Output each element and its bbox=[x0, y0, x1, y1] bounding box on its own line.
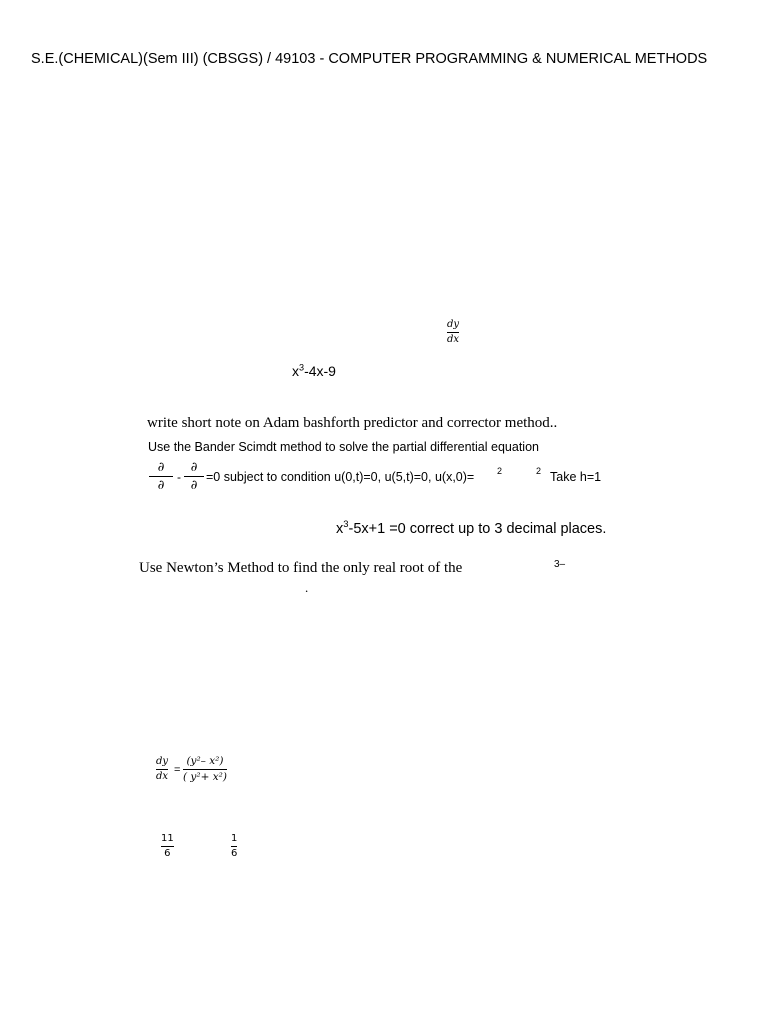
poly-base: x bbox=[336, 521, 344, 537]
fraction-numerator: 1 bbox=[231, 833, 238, 844]
boundary-condition: =0 subject to condition u(0,t)=0, u(5,t)=0, u(x,0)= bbox=[206, 470, 475, 484]
fraction-numerator: dy bbox=[447, 319, 460, 330]
poly-rest: -4x-9 bbox=[304, 363, 336, 379]
ode-rhs-fraction bbox=[183, 756, 227, 782]
poly-exponent: 3 bbox=[299, 362, 305, 373]
fraction-bar bbox=[183, 769, 227, 770]
equals-sign: = bbox=[174, 764, 181, 776]
question-bender-schmidt: Use the Bander Scimdt method to solve the partial differential equation bbox=[148, 440, 539, 454]
poly-exponent: 3 bbox=[343, 518, 349, 530]
fraction-numerator: (y²– x²) bbox=[186, 755, 224, 767]
fraction-numerator: 11 bbox=[161, 833, 174, 844]
page-title: S.E.(CHEMICAL)(Sem III) (CBSGS) / 49103 - COMPUTER PROGRAMMING & NUMERICAL METHODS bbox=[31, 51, 708, 67]
minus-sign: - bbox=[177, 470, 181, 484]
fraction-denominator: dx bbox=[447, 334, 460, 345]
stray-dot: . bbox=[305, 580, 309, 595]
fraction-one-sixth bbox=[231, 834, 237, 859]
fraction-bar bbox=[161, 846, 174, 847]
partial-fraction-2 bbox=[184, 461, 204, 492]
dydx-fraction bbox=[447, 320, 459, 345]
fraction-denominator: ( y²+ x²) bbox=[183, 770, 227, 783]
fraction-numerator: dy bbox=[156, 756, 169, 767]
ode-lhs-fraction bbox=[156, 757, 168, 782]
partial-fraction-1 bbox=[149, 461, 173, 492]
fraction-bar bbox=[156, 769, 168, 770]
partial-symbol: ∂ bbox=[190, 460, 198, 475]
question-adam-bashforth: write short note on Adam bashforth predictor and corrector method.. bbox=[147, 415, 558, 431]
superscript-2: 2 bbox=[497, 466, 503, 476]
poly-base: x bbox=[292, 363, 299, 379]
fraction-denominator: 6 bbox=[164, 848, 171, 859]
partial-symbol: ∂ bbox=[190, 478, 198, 493]
exponent-fragment: 3– bbox=[554, 559, 566, 570]
superscript-2: 2 bbox=[536, 466, 542, 476]
fraction-bar bbox=[231, 846, 237, 847]
partial-symbol: ∂ bbox=[157, 478, 165, 493]
question-newton-method: Use Newton’s Method to find the only real root of the bbox=[139, 560, 463, 576]
polynomial-fragment bbox=[292, 363, 336, 379]
fraction-bar bbox=[149, 476, 173, 477]
fraction-denominator: dx bbox=[156, 771, 169, 782]
step-size: Take h=1 bbox=[550, 470, 602, 484]
poly-rest: -5x+1 =0 correct up to 3 decimal places. bbox=[348, 521, 607, 537]
fraction-bar bbox=[447, 332, 459, 333]
fraction-bar bbox=[184, 476, 204, 477]
fraction-denominator: 6 bbox=[231, 848, 238, 859]
fraction-eleven-sixths bbox=[161, 834, 174, 859]
polynomial-equation bbox=[336, 518, 607, 537]
partial-symbol: ∂ bbox=[157, 460, 165, 475]
